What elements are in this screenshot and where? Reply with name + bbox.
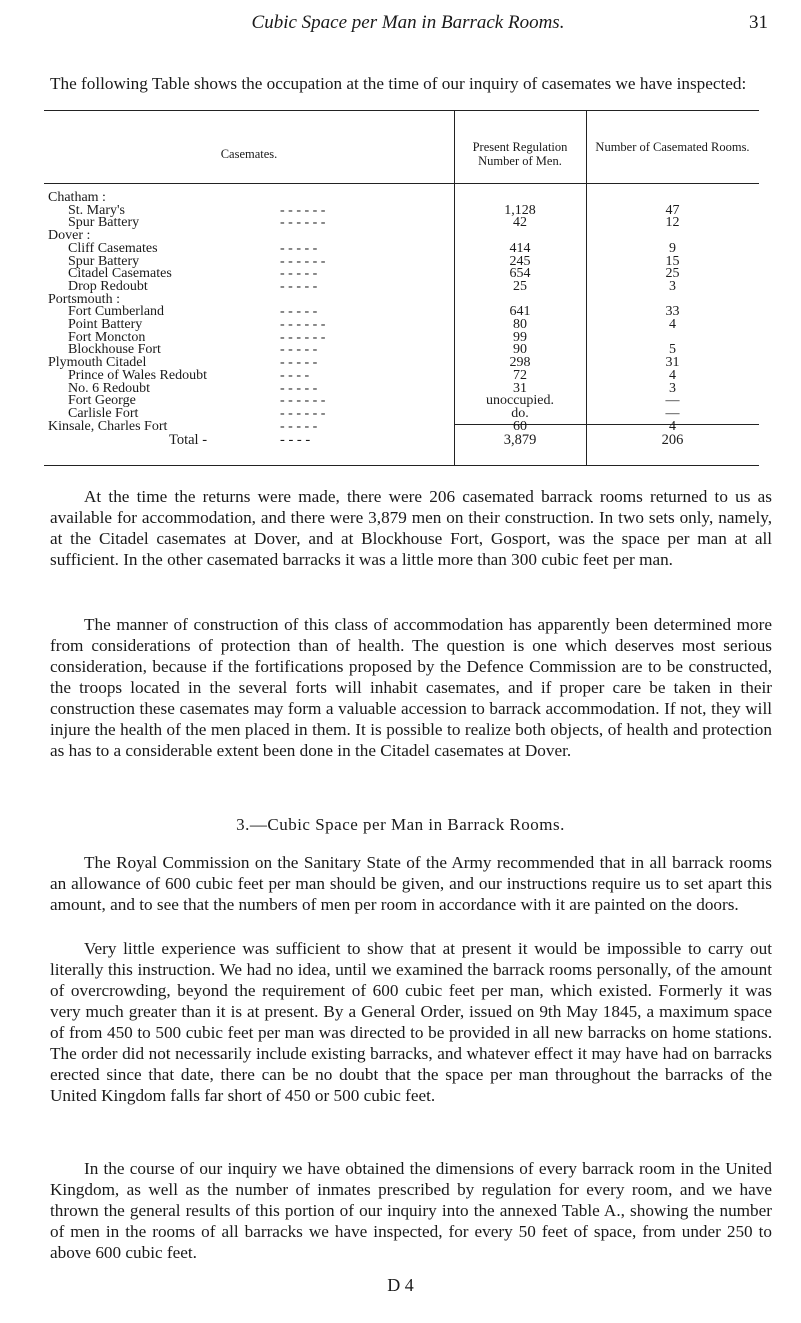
- men-count: 99: [513, 329, 527, 345]
- page-header: [48, 12, 768, 36]
- casemates-table: [44, 110, 759, 466]
- casemate-name: Prince of Wales Redoubt: [68, 367, 207, 383]
- paragraph: The manner of construction of this class of accommodation has apparently been determined more from considerations of protection than of health. The question is one which deserves most serious consideration, because if the fortifications proposed by the Defence Commission are to be constructed, the troops located in the several forts will inhabit casemates, and if proper care be taken in their construction these casemates may form a valuable accession to barrack accommodation. If not, they will injure the health of the men placed in them. It is possible to realize both objects, of health and protection as has to a considerable extent been done in the Citadel casemates at Dover.: [50, 615, 772, 760]
- men-count: 641: [509, 304, 531, 320]
- signature-mark: D 4: [387, 1275, 414, 1295]
- men-count: 80: [513, 317, 527, 332]
- rooms-count: 33: [665, 304, 680, 320]
- paragraph: In the course of our inquiry we have obtained the dimensions of every barrack room in the United Kingdom, as well as the number of inmates prescribed by regulation for every room, and we have thrown the general results of this portion of our inquiry into the annexed Table A., showing the number of men in the rooms of all barracks we have inspected, for every 50 feet of space, from under 250 to above 600 cubic feet.: [50, 1159, 772, 1262]
- casemate-name: Drop Redoubt: [68, 278, 148, 294]
- casemate-name: Portsmouth :: [48, 291, 120, 307]
- men-count: 25: [513, 278, 527, 294]
- leader-dashes: - - - - -: [280, 418, 318, 434]
- header-men: Present Regulation Number of Men.: [472, 140, 568, 168]
- total-row: [44, 431, 759, 449]
- casemate-name: Carlisle Fort: [68, 405, 139, 421]
- men-count: 90: [513, 342, 527, 358]
- rooms-count: 12: [665, 215, 680, 231]
- casemate-name: Plymouth Citadel: [48, 355, 147, 371]
- leader-dashes: - - - - - -: [280, 329, 326, 345]
- leader-dashes: - - - - -: [280, 266, 318, 282]
- paragraph: At the time the returns were made, there were 206 casemated barrack rooms returned to us as available for accommodation, and there were 3,879 men on their construction. In two sets only, namely, at the Citadel casemates at Dover, and at Blockhouse Fort, Gosport, was the space per man at all sufficient. In the other casemated barracks it was a little more than 300 cubic feet per man.: [50, 487, 772, 569]
- men-count: 1,128: [504, 202, 536, 218]
- men-count: 31: [513, 380, 527, 396]
- casemate-name: Point Battery: [68, 317, 143, 332]
- total-dashes: - - - -: [280, 432, 311, 448]
- rooms-count: 47: [665, 202, 680, 218]
- men-count: 654: [509, 266, 531, 282]
- paragraph: Very little experience was sufficient to show that at present it would be impossible to carry out literally this instruction. We had no idea, until we examined the barrack rooms personally, of the amount of overcrowding, beyond the requirement of 600 cubic feet per man, which existed. Formerly it was very much greater than it is at present. By a General Order, issued on 9th May 1845, a maximum space of from 450 to 500 cubic feet per man was directed to be provided in all new barracks on home stations. The order did not necessarily include existing barracks, and whatever effect it may have had on barracks erected since that date, there can be no doubt that the space per man throughout the barracks of the United Kingdom falls far short of 450 or 500 cubic feet.: [50, 939, 772, 1105]
- leader-dashes: - - - - -: [280, 304, 318, 320]
- header-casemates: Casemates.: [220, 147, 278, 161]
- casemate-name: Spur Battery: [68, 253, 140, 269]
- leader-dashes: - - - - -: [280, 278, 318, 294]
- page-number: 31: [749, 12, 768, 33]
- leader-dashes: - - - - -: [280, 342, 318, 358]
- leader-dashes: - - - -: [280, 367, 310, 383]
- casemate-name: Spur Battery: [68, 215, 140, 231]
- men-count: 42: [513, 215, 527, 231]
- leader-dashes: - - - - - -: [280, 253, 326, 269]
- casemate-name: Citadel Casemates: [68, 266, 172, 282]
- casemate-name: Blockhouse Fort: [68, 342, 161, 358]
- paragraph: The Royal Commission on the Sanitary State of the Army recommended that in all barrack rooms an allowance of 600 cubic feet per man should be given, and our instructions require us to set apart this amount, and to see that the numbers of men per room in accordance with it are painted on the doors.: [50, 853, 772, 914]
- leader-dashes: - - - - -: [280, 380, 318, 396]
- leader-dashes: - - - - -: [280, 355, 318, 371]
- total-label: Total -: [169, 432, 208, 448]
- total-rooms: 206: [661, 432, 684, 448]
- rooms-count: 3: [669, 380, 676, 396]
- rooms-count: 9: [669, 240, 676, 256]
- rooms-count: —: [665, 393, 680, 409]
- casemate-name: Chatham :: [48, 190, 106, 205]
- rooms-count: 3: [669, 278, 676, 294]
- header-rule: [44, 183, 759, 184]
- rooms-count: 31: [665, 355, 680, 371]
- men-count: 414: [509, 240, 531, 256]
- men-count: unoccupied.: [485, 393, 555, 409]
- casemate-name: Fort Cumberland: [68, 304, 165, 320]
- casemate-name: St. Mary's: [68, 202, 125, 218]
- running-title: Cubic Space per Man in Barrack Rooms.: [251, 12, 565, 33]
- men-count: 245: [509, 253, 531, 269]
- rooms-count: 4: [669, 317, 676, 332]
- men-count: 72: [513, 367, 527, 383]
- casemate-name: No. 6 Redoubt: [68, 380, 151, 396]
- leader-dashes: - - - - - -: [280, 393, 326, 409]
- rooms-count: 15: [665, 253, 680, 269]
- rooms-count: 5: [669, 342, 676, 358]
- rooms-count: 4: [669, 367, 676, 383]
- casemate-name: Cliff Casemates: [68, 240, 158, 256]
- leader-dashes: - - - - -: [280, 240, 318, 256]
- men-count: 60: [513, 418, 527, 434]
- men-count: 298: [509, 355, 531, 371]
- casemate-name: Fort George: [68, 393, 136, 409]
- leader-dashes: - - - - - -: [280, 317, 326, 332]
- total-men: 3,879: [503, 432, 537, 448]
- casemate-name: Fort Moncton: [68, 329, 146, 345]
- leader-dashes: - - - - - -: [280, 202, 326, 218]
- rooms-count: 4: [669, 418, 676, 434]
- rooms-count: 25: [665, 266, 680, 282]
- intro-paragraph: The following Table shows the occupation at the time of our inquiry of casemates we have inspected:: [50, 74, 747, 93]
- leader-dashes: - - - - - -: [280, 405, 326, 421]
- header-rooms: Number of Casemated Rooms.: [595, 140, 750, 154]
- casemate-name: Kinsale, Charles Fort: [48, 418, 168, 434]
- casemate-name: Dover :: [48, 228, 91, 244]
- rooms-count: —: [665, 405, 680, 421]
- leader-dashes: - - - - - -: [280, 215, 326, 231]
- section-heading: 3.—Cubic Space per Man in Barrack Rooms.: [236, 815, 565, 834]
- men-count: do.: [511, 405, 529, 421]
